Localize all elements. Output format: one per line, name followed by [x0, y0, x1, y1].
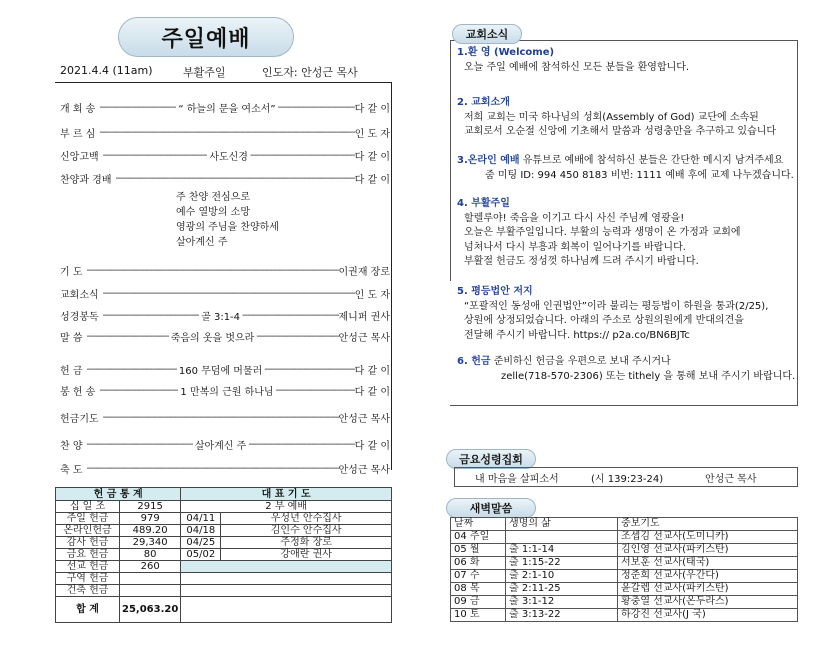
friday-verse: (시 139:23-24) [591, 473, 664, 485]
table-row [56, 597, 392, 623]
order-label: 말 씀 [60, 333, 83, 344]
passage-cell: 출 1:15-22 [506, 557, 618, 570]
hymn-item: 주 찬양 전심으로 [176, 192, 250, 203]
prayer-name: 김인수 안수집사 [221, 525, 392, 537]
order-label: 개 회 송 [60, 104, 96, 115]
table-row [56, 525, 392, 537]
offering-label: 감사 헌금 [56, 537, 120, 549]
church-news-tab: 교회소식 [452, 24, 522, 44]
day-cell: 06 화 [451, 557, 506, 570]
table-row [56, 513, 392, 525]
order-leader: 안성근 목사 [338, 414, 390, 425]
passage-cell: 출 2:1-10 [506, 570, 618, 583]
news-heading: 6. 헌금 [457, 356, 491, 367]
passage-cell: 출 3:1-12 [506, 596, 618, 609]
hymn-list [176, 190, 279, 250]
prayer-blank [181, 585, 392, 597]
news-line: 교회로서 오순절 신앙에 기초해서 말씀과 성령충만을 추구하고 있습니다 [464, 126, 777, 137]
prayer-date: 04/25 [181, 537, 221, 549]
table-row [451, 544, 798, 557]
order-label: 헌 금 [60, 366, 83, 377]
prayer-name: 강애란 권사 [221, 549, 392, 561]
day-cell: 04 주일 [451, 531, 506, 544]
offering-value: 489.20 [120, 525, 181, 537]
news-heading: 1.환 영 (Welcome) [457, 47, 555, 58]
prayer-cell: 조셉김 선교사(도미니카) [618, 531, 798, 544]
offering-value: 260 [120, 561, 181, 573]
order-detail: “ 하늘의 문을 여소서” [178, 104, 276, 115]
prayer-cell: 황충열 선교사(온두라스) [618, 596, 798, 609]
table-row [56, 561, 392, 573]
table-row [451, 531, 798, 544]
order-row [60, 461, 390, 476]
day-cell: 07 수 [451, 570, 506, 583]
prayer-name: 2 부 예배 [181, 501, 392, 513]
order-label: 봉 헌 송 [60, 387, 96, 398]
order-row [60, 100, 390, 115]
order-leader: 제니퍼 권사 [338, 312, 390, 323]
offering-header: 헌 금 통 계 [56, 488, 181, 501]
table-row [56, 501, 392, 513]
news-item-welcome [457, 46, 689, 75]
news-line: 넘쳐나서 다시 부흥과 회복이 일어나기를 바랍니다. [464, 241, 686, 253]
column-header: 중보기도 [618, 518, 798, 531]
order-row [60, 171, 390, 186]
table-row [56, 585, 392, 597]
order-leader: 인 도 자 [354, 129, 390, 140]
offering-label: 건축 헌금 [56, 585, 120, 597]
offering-value: 29,340 [120, 537, 181, 549]
offering-total-value: 25,063.20 [120, 597, 181, 623]
order-leader: 다 같 이 [354, 441, 390, 452]
prayer-blank [181, 561, 392, 573]
order-label: 찬양과 경배 [60, 175, 112, 186]
offering-value: 80 [120, 549, 181, 561]
order-leader: 이권재 장로 [338, 267, 390, 278]
offering-label: 온라인헌금 [56, 525, 120, 537]
order-label: 찬 양 [60, 441, 83, 452]
order-leader: 다 같 이 [354, 104, 390, 115]
order-detail: 사도신경 [209, 152, 248, 163]
order-row [60, 286, 390, 301]
order-label: 헌금기도 [60, 414, 99, 425]
news-heading: 2. 교회소개 [457, 97, 510, 108]
offering-value [120, 573, 181, 585]
news-item-intro [457, 96, 776, 140]
news-line: 할렐루야! 죽음을 이기고 다시 사신 주님께 영광을! [464, 212, 685, 224]
offering-label: 선교 헌금 [56, 561, 120, 573]
passage-cell: 출 3:13-22 [506, 609, 618, 622]
table-header-row [451, 518, 798, 531]
order-detail: 골 3:1-4 [201, 312, 241, 323]
order-row [60, 148, 390, 163]
offering-label: 십 일 조 [56, 501, 120, 513]
order-leader: 안성근 목사 [338, 333, 390, 344]
day-cell: 09 금 [451, 596, 506, 609]
day-cell: 05 월 [451, 544, 506, 557]
day-cell: 08 목 [451, 583, 506, 596]
news-line: 부활절 헌금도 정성껏 하나님께 드려 주시기 바랍니다. [464, 256, 699, 267]
order-row [60, 125, 390, 140]
prayer-date: 04/11 [181, 513, 221, 525]
order-row [60, 308, 390, 323]
offering-value: 979 [120, 513, 181, 525]
news-item-offering [457, 355, 795, 384]
order-label: 축 도 [60, 465, 83, 476]
offering-value: 2915 [120, 501, 181, 513]
day-cell: 10 토 [451, 609, 506, 622]
order-detail: 160 무덤에 머물러 [178, 366, 263, 377]
bulletin-title: 주일예배 [118, 17, 294, 57]
offering-total-label: 합 계 [56, 597, 120, 623]
passage-cell [506, 531, 618, 544]
prayer-cell: 하강진 선교사(J 국) [618, 609, 798, 622]
dawn-schedule-table [450, 517, 798, 622]
prayer-name: 주정화 장로 [221, 537, 392, 549]
hymn-item: 살아계신 주 [176, 237, 228, 248]
prayer-date: 05/02 [181, 549, 221, 561]
table-row [56, 573, 392, 585]
news-item-online [457, 154, 794, 183]
friday-meeting-row [454, 467, 798, 487]
passage-cell: 출 2:11-25 [506, 583, 618, 596]
order-detail: 살아계신 주 [194, 441, 247, 452]
news-line: 준비하신 헌금을 우편으로 보내 주시거나 [490, 356, 671, 367]
news-line: 오늘 주일 예배에 참석하신 모든 분들을 환영합니다. [464, 61, 690, 73]
order-row [60, 410, 390, 425]
offering-label: 주일 헌금 [56, 513, 120, 525]
news-line: 줌 미팅 ID: 994 450 8183 비번: 1111 예배 후에 교제 나누겠습니다. [485, 169, 794, 181]
order-leader: 다 같 이 [354, 387, 390, 398]
dawn-word-tab: 새벽말씀 [446, 498, 536, 518]
order-row [60, 383, 390, 398]
order-label: 기 도 [60, 267, 83, 278]
news-heading: 3.온라인 예배 [457, 155, 520, 166]
order-leader: 다 같 이 [354, 152, 390, 163]
table-row [451, 557, 798, 570]
prayer-header: 대 표 기 도 [181, 488, 392, 501]
order-label: 성경봉독 [60, 312, 99, 323]
offering-label: 구역 헌금 [56, 573, 120, 585]
order-label: 신앙고백 [60, 152, 99, 163]
news-line: “포괄적인 동성애 인권법안”이라 불리는 평등법이 하원을 통과(2/25), [464, 300, 769, 312]
news-line: 유튜브로 예배에 참석하신 분들은 간단한 메시지 남겨주세요 [519, 155, 784, 166]
prayer-cell: 정준희 선교사(우간다) [618, 570, 798, 583]
table-row [451, 596, 798, 609]
news-heading: 4. 부활주일 [457, 198, 510, 209]
table-row [56, 537, 392, 549]
table-row [451, 583, 798, 596]
service-leader: 인도자: 안성근 목사 [262, 66, 358, 79]
passage-cell: 출 1:1-14 [506, 544, 618, 557]
order-row [60, 437, 390, 452]
table-row [451, 570, 798, 583]
order-label: 교회소식 [60, 290, 99, 301]
friday-sermon-title: 내 마음을 살피소서 [475, 473, 559, 485]
table-row [451, 609, 798, 622]
order-detail: 1 만복의 근원 하나님 [180, 387, 274, 398]
prayer-cell: 서보훈 선교사(태국) [618, 557, 798, 570]
news-line: 상원에 상정되었습니다. 아래의 주소로 상원의원에게 반대의견을 [464, 315, 744, 326]
news-item-easter [457, 197, 741, 270]
order-leader: 다 같 이 [354, 366, 390, 377]
prayer-date: 04/18 [181, 525, 221, 537]
column-header: 날짜 [451, 518, 506, 531]
hymn-item: 예수 열방의 소망 [176, 207, 250, 218]
friday-speaker: 안성근 목사 [705, 473, 757, 485]
hymn-item: 영광의 주님을 찬양하세 [176, 222, 279, 233]
order-leader: 안성근 목사 [338, 465, 390, 476]
news-line: 오늘은 부활주일입니다. 부활의 능력과 생명이 온 가정과 교회에 [464, 227, 741, 238]
news-line: 저희 교회는 미국 하나님의 성회(Assembly of God) 교단에 소속된 [464, 111, 759, 123]
service-date: 2021.4.4 (11am) [60, 64, 153, 77]
service-name: 부활주일 [183, 66, 226, 79]
table-row [56, 549, 392, 561]
friday-meeting-tab: 금요성령집회 [446, 449, 536, 469]
prayer-cell: 윤갈렙 선교사(파키스탄) [618, 583, 798, 596]
news-line: zelle(718-570-2306) 또는 tithely 을 통해 보내 주시기 바랍니다. [501, 370, 796, 382]
order-row [60, 263, 390, 278]
offering-table [55, 487, 392, 623]
order-leader: 다 같 이 [354, 175, 390, 186]
offering-label: 금요 헌금 [56, 549, 120, 561]
prayer-name: 우성년 안수집사 [221, 513, 392, 525]
order-leader: 인 도 자 [354, 290, 390, 301]
news-heading: 5. 평등법안 저지 [457, 286, 533, 297]
prayer-cell: 김인영 선교사(파키스탄) [618, 544, 798, 557]
offering-value [120, 585, 181, 597]
prayer-blank [181, 597, 392, 623]
column-header: 생명의 삶 [506, 518, 618, 531]
news-line: 전달해 주시기 바랍니다. https:// p2a.co/BN6BJTc [464, 329, 690, 341]
news-item-equality-act [457, 285, 768, 343]
order-row [60, 362, 390, 377]
order-label: 부 르 심 [60, 129, 96, 140]
prayer-blank [181, 573, 392, 585]
order-detail: 죽음의 옷을 벗으라 [170, 333, 255, 344]
order-row [60, 329, 390, 344]
